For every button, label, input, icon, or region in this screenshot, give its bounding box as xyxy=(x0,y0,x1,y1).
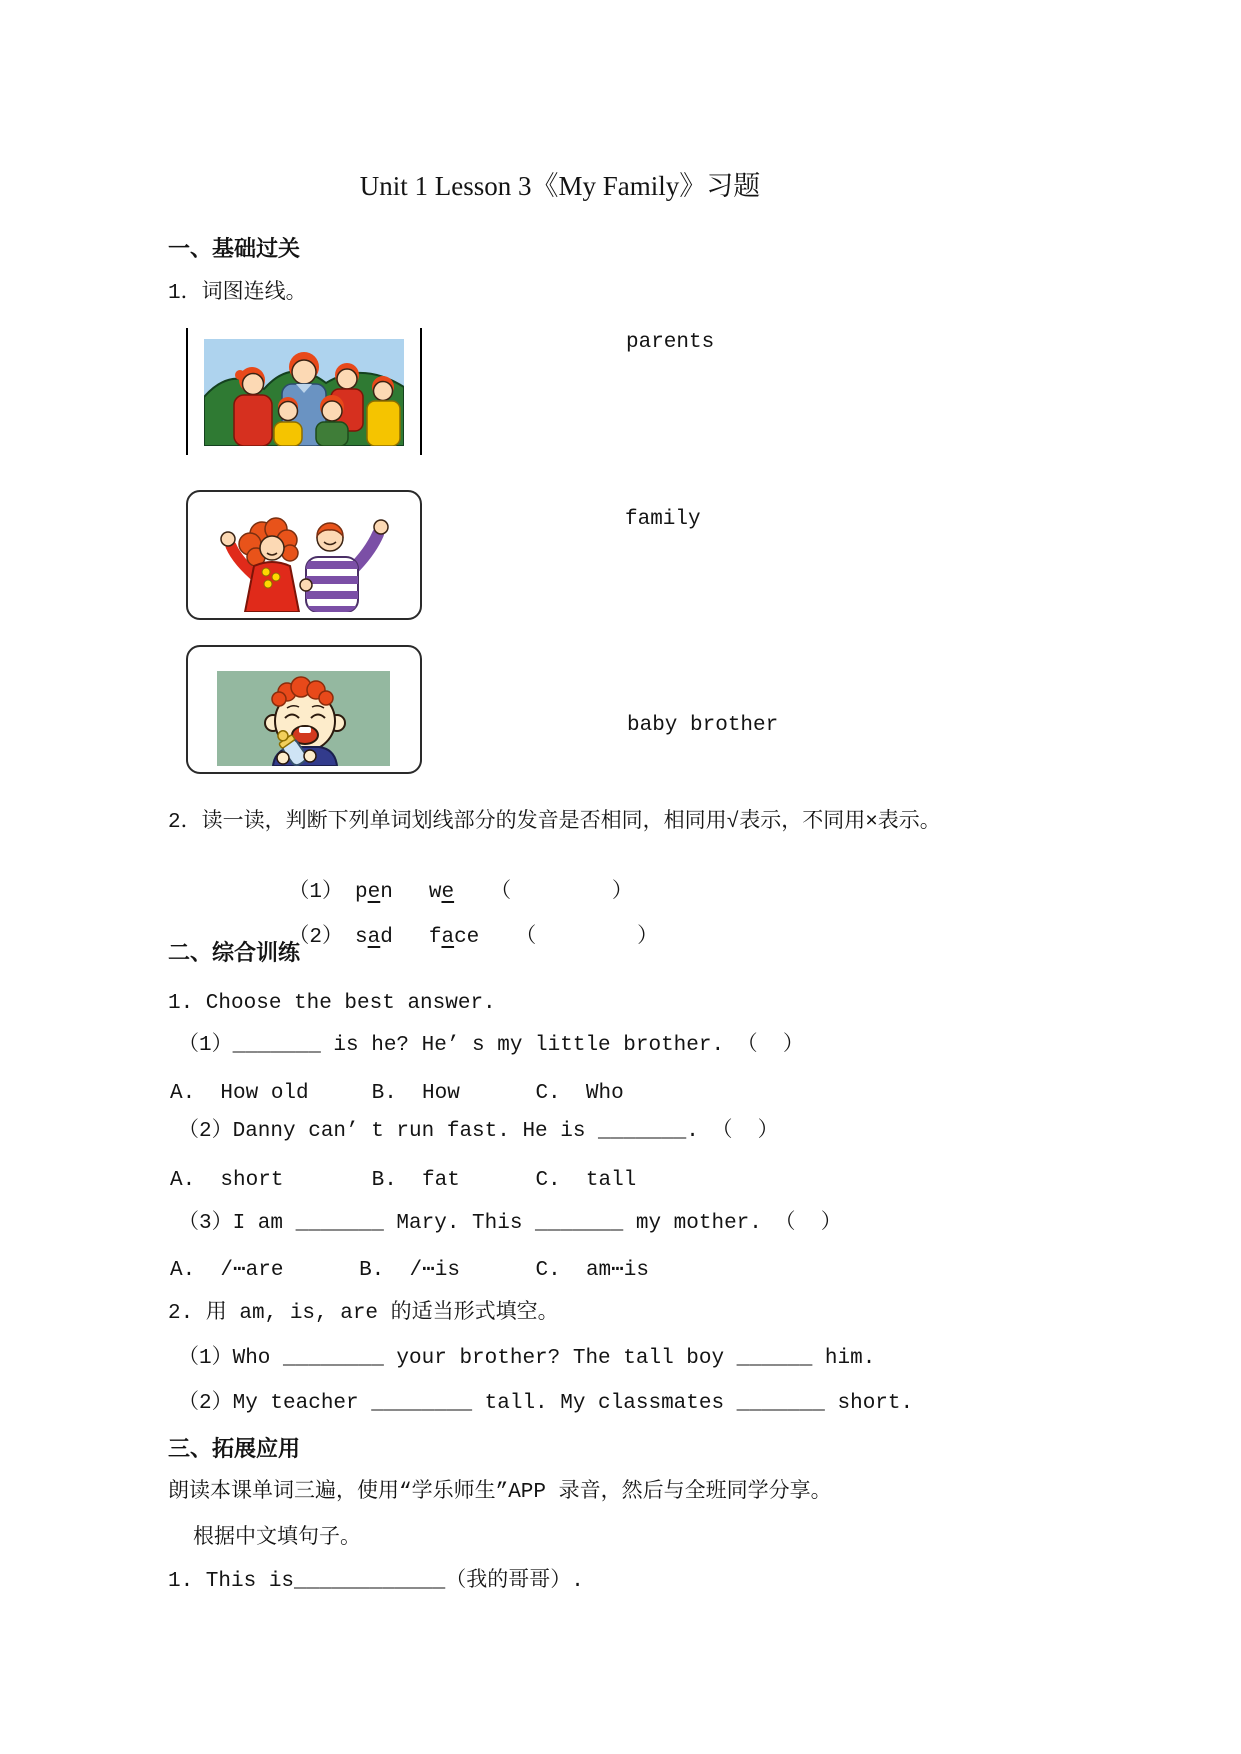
phonics-row-2 xyxy=(238,899,658,978)
section1-heading: 一、基础过关 xyxy=(168,238,301,263)
fill-blank-question-2: （2）My teacher ________ tall. My classmates _______ short. xyxy=(178,1392,914,1415)
page-title: Unit 1 Lesson 3《My Family》习题 xyxy=(359,171,761,201)
two-children-illustration xyxy=(200,500,405,612)
question-2-text: （2）Danny can’ t run fast. He is _______. （ ） xyxy=(178,1120,779,1143)
matching-exercise-label: 1．词图连线。 xyxy=(168,282,307,305)
phonics-exercise-label: 2．读一读，判断下列单词划线部分的发音是否相同，相同用√表示，不同用×表示。 xyxy=(168,811,941,834)
chinese-fill-task-label: 根据中文填句子。 xyxy=(193,1527,361,1550)
phonics-row-1-word-2: we xyxy=(428,881,455,905)
phonics-row-1-number: （1） xyxy=(288,881,344,905)
question-2-options: A. short B. fat C. tall xyxy=(170,1169,637,1192)
question-3-options: A. /⋯are B. /⋯is C. am⋯is xyxy=(170,1259,650,1282)
match-word-parents: parents xyxy=(626,331,715,354)
family-group-illustration xyxy=(204,339,404,446)
phonics-row-2-number: （2） xyxy=(288,926,344,950)
match-word-family: family xyxy=(625,508,701,531)
section2-heading: 二、综合训练 xyxy=(168,942,301,967)
baby-illustration xyxy=(217,671,390,766)
phonics-row-1-answer-blank: （ ） xyxy=(490,881,633,905)
chinese-fill-sentence-1: 1. This is____________（我的哥哥）. xyxy=(168,1570,584,1593)
fill-blank-label: 2. 用 am, is, are 的适当形式填空。 xyxy=(168,1302,559,1325)
match-picture-box-baby xyxy=(186,645,422,774)
fill-blank-question-1: （1）Who ________ your brother? The tall boy ______ him. xyxy=(178,1347,876,1370)
phonics-row-1-word-1: pen xyxy=(355,881,393,905)
phonics-row-2-word-1: sad xyxy=(355,926,393,950)
reading-task-text: 朗读本课单词三遍，使用“学乐师生”APP 录音，然后与全班同学分享。 xyxy=(168,1481,832,1504)
match-word-baby-brother: baby brother xyxy=(627,714,779,737)
choose-answer-label: 1. Choose the best answer. xyxy=(168,992,496,1015)
phonics-row-2-answer-blank: （ ） xyxy=(515,926,659,950)
match-picture-box-family-group xyxy=(186,328,422,455)
phonics-row-2-word-2: face xyxy=(428,926,480,950)
section3-heading: 三、拓展应用 xyxy=(168,1438,301,1463)
question-1-text: （1）_______ is he? He’ s my little brother. （ ） xyxy=(178,1034,804,1057)
question-1-options: A. How old B. How C. Who xyxy=(170,1082,624,1105)
question-3-text: （3）I am _______ Mary. This _______ my mother. （ ） xyxy=(178,1212,842,1235)
match-picture-box-two-children xyxy=(186,490,422,620)
